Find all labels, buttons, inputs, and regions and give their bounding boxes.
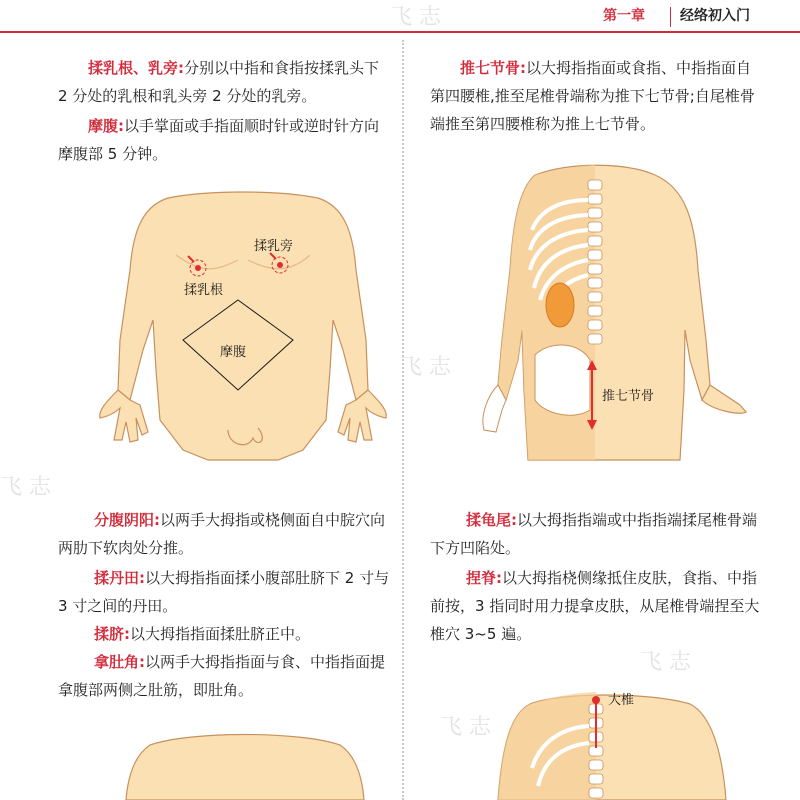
- figure-back-spine: [440, 160, 752, 475]
- watermark: 飞 志: [0, 475, 51, 500]
- paragraph-fenfuyinyang: [58, 506, 390, 562]
- term-nadujiao: 拿肚角:: [94, 653, 145, 671]
- term-nieji: 捏脊:: [466, 569, 502, 587]
- paragraph-rouqi: [58, 620, 390, 648]
- text-tuiqijiegu: 以大拇指指面或食指、中指指面自第四腰椎,推至尾椎骨端称为推下七节骨;自尾椎骨端推至第四腰椎称为推上七节骨。: [430, 59, 755, 133]
- text-rugen-rupang: 分别以中指和食指按揉乳头下 2 分处的乳根和乳头旁 2 分处的乳旁。: [58, 59, 380, 105]
- text-rouguiwei: 以大拇指指端或中指指端揉尾椎骨端下方凹陷处。: [430, 511, 758, 557]
- label-rupang: 揉乳旁: [254, 239, 294, 254]
- figure-back-dazhui-partial: [490, 688, 750, 800]
- paragraph-nadujiao: [58, 648, 390, 704]
- term-rugen-rupang: 揉乳根、乳旁:: [88, 59, 184, 77]
- text-roudantian: 以大拇指指面揉小腹部肚脐下 2 寸与 3 寸之间的丹田。: [58, 569, 390, 615]
- text-fenfuyinyang: 以两手大拇指或桡侧面自中脘穴向两肋下软肉处分推。: [58, 511, 386, 557]
- header-rule: [0, 31, 800, 33]
- text-rouqi: 以大拇指指面揉肚脐正中。: [130, 625, 311, 643]
- paragraph-roudantian: [58, 564, 390, 620]
- term-tuiqijiegu: 推七节骨:: [460, 59, 526, 77]
- label-tuiqijiegu: 推七节骨: [602, 389, 655, 404]
- paragraph-rouguiwei: [430, 506, 762, 562]
- text-nieji: 以大拇指桡侧缘抵住皮肤，食指、中指前按，3 指同时用力提拿皮肤，从尾椎骨端捏至大椎穴 3~5 遍。: [430, 569, 760, 643]
- paragraph-tuiqijiegu: [430, 54, 762, 138]
- term-rouqi: 揉脐:: [94, 625, 130, 643]
- header-chapter: 第一章: [603, 8, 645, 24]
- paragraph-nieji: [430, 564, 762, 648]
- watermark: 飞 志: [440, 715, 491, 740]
- watermark: 飞 志: [390, 5, 441, 30]
- term-mofu: 摩腹:: [88, 117, 124, 135]
- label-rugen: 揉乳根: [184, 283, 224, 298]
- header-section: 经络初入门: [680, 8, 750, 24]
- paragraph-rugen-rupang: [58, 54, 390, 110]
- term-fenfuyinyang: 分腹阴阳:: [94, 511, 160, 529]
- watermark: 飞 志: [400, 355, 451, 380]
- label-mofu: 摩腹: [220, 345, 247, 360]
- term-roudantian: 揉丹田:: [94, 569, 145, 587]
- term-rouguiwei: 揉龟尾:: [466, 511, 517, 529]
- header-separator: [670, 7, 671, 27]
- column-divider: [402, 40, 404, 800]
- label-dazhui: 大椎: [608, 693, 635, 708]
- figure-front-torso-partial: [110, 725, 380, 800]
- text-nadujiao: 以两手大拇指指面与食、中指指面提拿腹部两侧之肚筋，即肚角。: [58, 653, 386, 699]
- paragraph-mofu: [58, 112, 390, 168]
- figure-front-torso: [98, 190, 388, 475]
- watermark: 飞 志: [640, 650, 691, 675]
- text-mofu: 以手掌面或手指面顺时针或逆时针方向摩腹部 5 分钟。: [58, 117, 380, 163]
